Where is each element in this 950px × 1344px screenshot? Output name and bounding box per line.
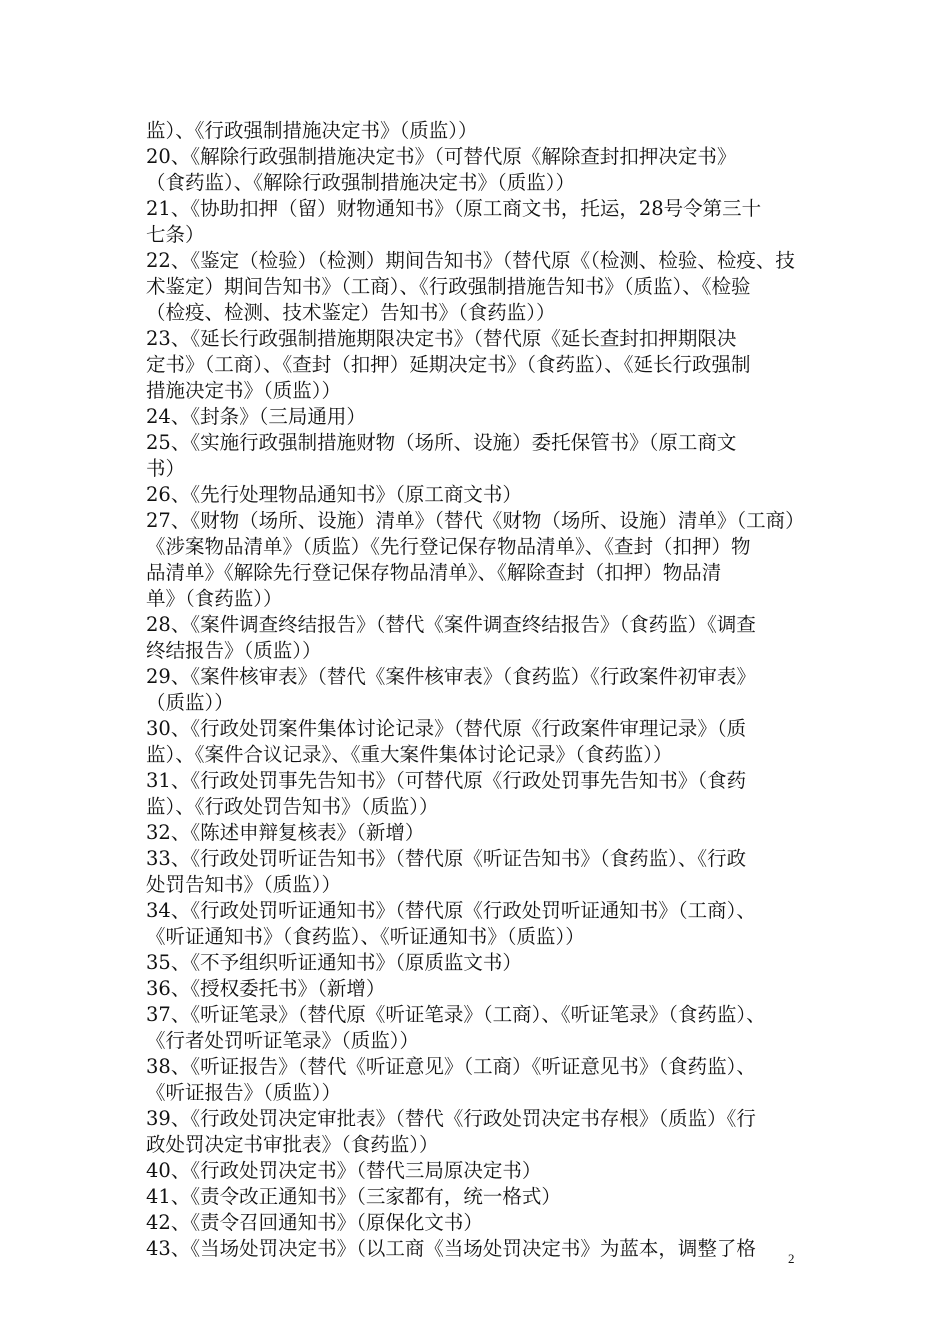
text-line: 术鉴定）期间告知书》（工商）、《行政强制措施告知书》（质监）、《检验 [146,275,751,298]
text-line: 31、《行政处罚事先告知书》（可替代原《行政处罚事先告知书》（食药 [146,769,747,792]
text-line: 36、《授权委托书》（新增） [146,977,386,1000]
text-line: 监）、《行政处罚告知书》（质监）） [146,795,439,818]
text-line: 33、《行政处罚听证告知书》（替代原《听证告知书》（食药监）、《行政 [146,847,747,870]
text-line: 42、《责令召回通知书》（原保化文书） [146,1211,483,1234]
text-line: 41、《责令改正通知书》（三家都有，统一格式） [146,1185,561,1208]
text-line: 21、《协助扣押（留）财物通知书》（原工商文书，托运，28号令第三十 [146,197,762,220]
text-line: （质监）） [146,691,234,714]
text-line: 定书》（工商）、《查封（扣押）延期决定书》（食药监）、《延长行政强制 [146,353,751,376]
text-line: 28、《案件调查终结报告》（替代《案件调查终结报告》（食药监）《调查 [146,613,756,636]
text-line: 30、《行政处罚案件集体讨论记录》（替代原《行政案件审理记录》（质 [146,717,747,740]
text-line: （检疫、检测、技术鉴定）告知书》（食药监）） [146,301,556,324]
text-line: 38、《听证报告》（替代《听证意见》（工商）《听证意见书》（食药监）、 [146,1055,756,1078]
text-line: 35、《不予组织听证通知书》（原质监文书） [146,951,522,974]
text-line: 单》（食药监）） [146,587,283,610]
text-line: 《行者处罚听证笔录》（质监）） [146,1029,420,1052]
text-line: 措施决定书》（质监）） [146,379,342,402]
text-line: 《听证报告》（质监）） [146,1081,342,1104]
text-line: 32、《陈述申辩复核表》（新增） [146,821,425,844]
text-line: 29、《案件核审表》（替代《案件核审表》（食药监）《行政案件初审表》 [146,665,756,688]
text-line: 39、《行政处罚决定审批表》（替代《行政处罚决定书存根》（质监）《行 [146,1107,756,1130]
text-line: 处罚告知书》（质监）） [146,873,342,896]
text-line: 23、《延长行政强制措施期限决定书》（替代原《延长查封扣押期限决 [146,327,737,350]
text-line: （食药监）、《解除行政强制措施决定书》（质监）） [146,171,576,194]
text-line: 书） [146,457,186,480]
page-number: 2 [788,1251,795,1266]
text-line: 品清单》《解除先行登记保存物品清单》、《解除查封（扣押）物品清 [146,561,722,584]
text-line: 《涉案物品清单》（质监）《先行登记保存物品清单》、《查封（扣押）物 [146,535,751,558]
text-line: 政处罚决定书审批表》（食药监）） [146,1133,439,1156]
text-line: 《听证通知书》（食药监）、《听证通知书》（质监）） [146,925,585,948]
text-line: 43、《当场处罚决定书》（以工商《当场处罚决定书》为蓝本，调整了格 [146,1237,756,1260]
text-line: 七条） [146,223,205,246]
text-line: 25、《实施行政强制措施财物（场所、设施）委托保管书》（原工商文 [146,431,737,454]
text-line: 终结报告》（质监）） [146,639,322,662]
document-body [146,118,806,1262]
text-line: 37、《听证笔录》（替代原《听证笔录》（工商）、《听证笔录》（食药监）、 [146,1003,766,1026]
text-line: 26、《先行处理物品通知书》（原工商文书） [146,483,522,506]
text-line: 22、《鉴定（检验）（检测）期间告知书》（替代原《（检测、检验、检疫、技 [146,249,795,272]
text-line: 监）、《行政强制措施决定书》（质监）） [146,119,478,142]
text-line: 27、《财物（场所、设施）清单》（替代《财物（场所、设施）清单》（工商） [146,509,805,532]
text-line: 20、《解除行政强制措施决定书》（可替代原《解除查封扣押决定书》 [146,145,737,168]
text-line: 40、《行政处罚决定书》（替代三局原决定书） [146,1159,542,1182]
text-line: 24、《封条》（三局通用） [146,405,366,428]
text-line: 监）、《案件合议记录》、《重大案件集体讨论记录》（食药监）） [146,743,673,766]
text-line: 34、《行政处罚听证通知书》（替代原《行政处罚听证通知书》（工商）、 [146,899,756,922]
